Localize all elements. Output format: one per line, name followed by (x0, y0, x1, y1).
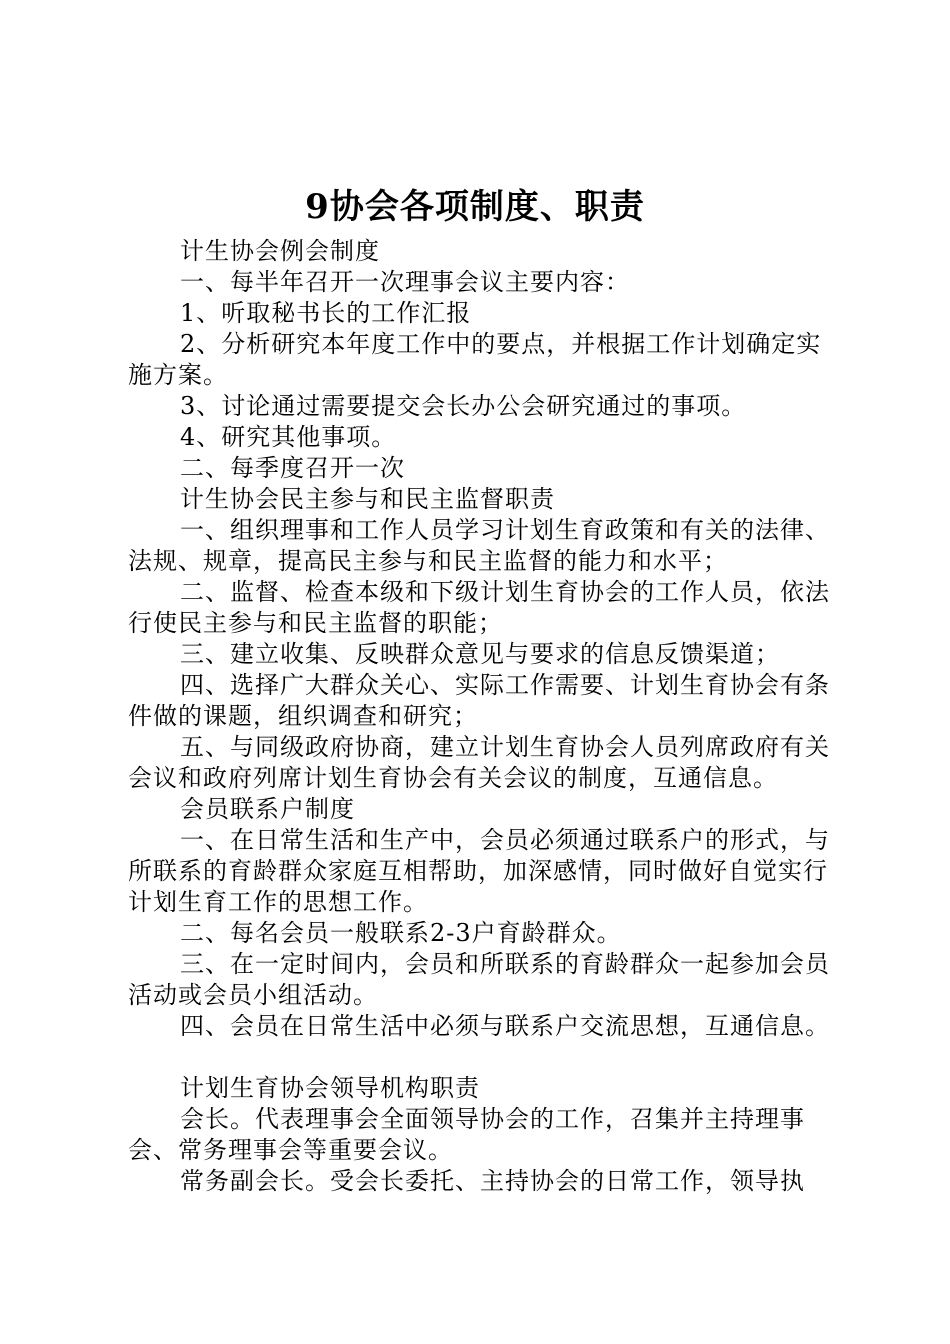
paragraph: 2、分析研究本年度工作中的要点，并根据工作计划确定实施方案。 (128, 330, 822, 389)
section-heading-member-contact: 会员联系户制度 (180, 795, 355, 823)
paragraph: 四、会员在日常生活中必须与联系户交流思想，互通信息。 (180, 1012, 830, 1040)
paragraph: 三、建立收集、反映群众意见与要求的信息反馈渠道； (180, 640, 780, 668)
paragraph: 4、研究其他事项。 (180, 423, 397, 451)
paragraph: 二、监督、检查本级和下级计划生育协会的工作人员，依法行使民主参与和民主监督的职能； (128, 578, 830, 637)
document-body (128, 236, 838, 1197)
blank-line (128, 1042, 838, 1073)
paragraph: 会长。代表理事会全面领导协会的工作，召集并主持理事会、常务理事会等重要会议。 (128, 1105, 805, 1164)
paragraph: 三、在一定时间内，会员和所联系的育龄群众一起参加会员活动或会员小组活动。 (128, 950, 830, 1009)
paragraph: 1、听取秘书长的工作汇报 (180, 299, 472, 327)
paragraph: 二、每季度召开一次 (180, 454, 405, 482)
section-heading-meeting-system: 计生协会例会制度 (180, 237, 380, 265)
paragraph: 一、每半年召开一次理事会议主要内容： (180, 268, 630, 296)
paragraph: 一、在日常生活和生产中，会员必须通过联系户的形式，与所联系的育龄群众家庭互相帮助，加深感情，同时做好自觉实行计划生育工作的思想工作。 (128, 826, 830, 916)
paragraph: 常务副会长。受会长委托、主持协会的日常工作，领导执 (180, 1167, 805, 1195)
paragraph: 3、讨论通过需要提交会长办公会研究通过的事项。 (180, 392, 747, 420)
paragraph: 五、与同级政府协商，建立计划生育协会人员列席政府有关会议和政府列席计划生育协会有关会议的制度，互通信息。 (128, 733, 830, 792)
document-title: 9协会各项制度、职责 (305, 187, 645, 227)
section-heading-leadership: 计划生育协会领导机构职责 (180, 1074, 480, 1102)
paragraph: 四、选择广大群众关心、实际工作需要、计划生育协会有条件做的课题，组织调查和研究； (128, 671, 830, 730)
section-heading-democratic-supervision: 计生协会民主参与和民主监督职责 (180, 485, 555, 513)
paragraph: 一、组织理事和工作人员学习计划生育政策和有关的法律、法规、规章，提高民主参与和民主监督的能力和水平； (128, 516, 830, 575)
paragraph: 二、每名会员一般联系2-3户育龄群众。 (180, 919, 622, 947)
